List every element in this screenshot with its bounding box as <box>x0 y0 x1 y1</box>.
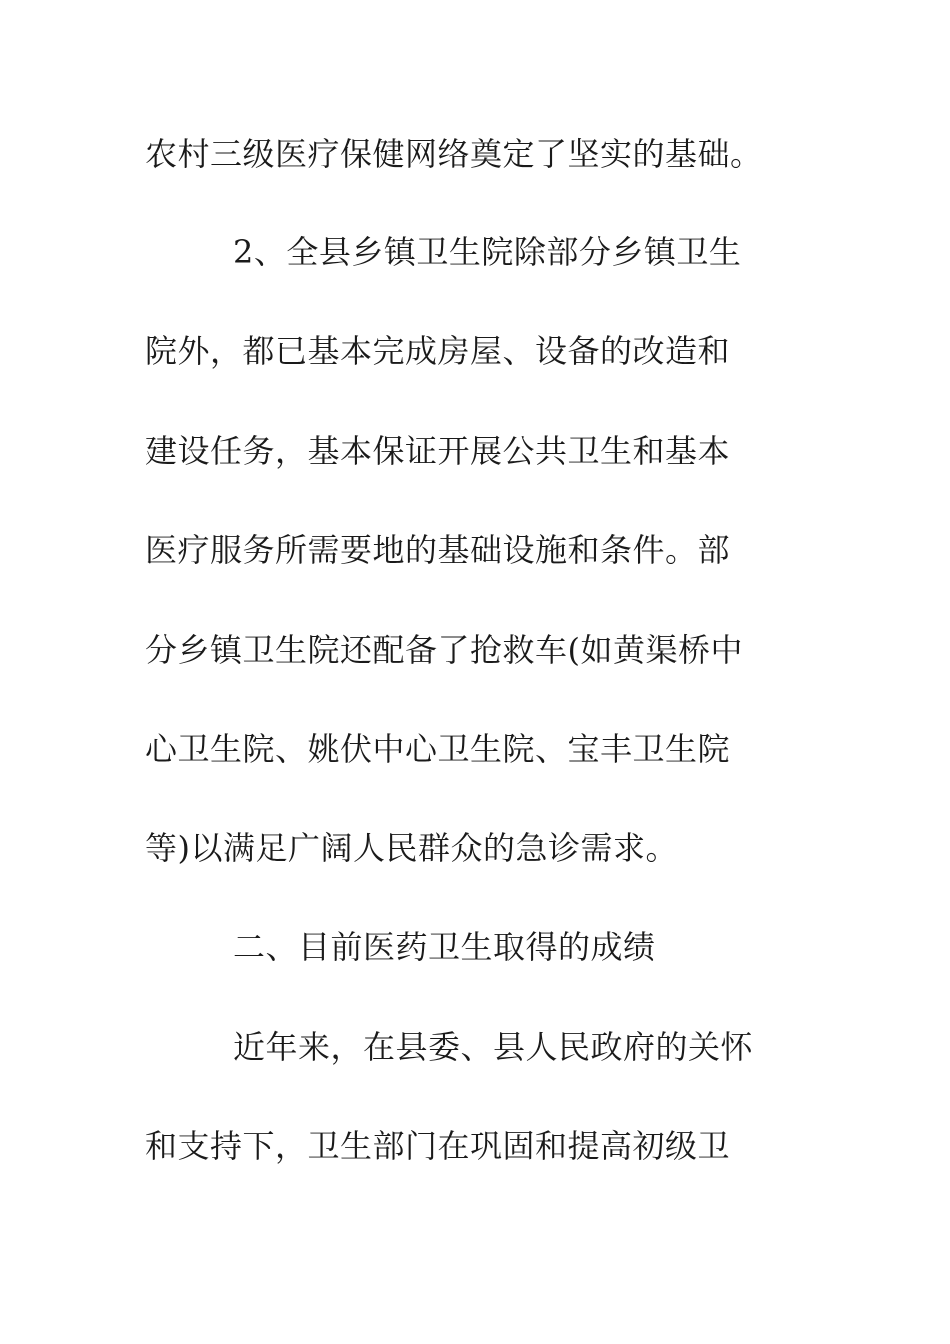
text-line-1: 农村三级医疗保健网络奠定了坚实的基础。 <box>145 135 763 173</box>
paragraph-3-start: 近年来，在县委、县人民政府的关怀 <box>233 1028 754 1066</box>
text-line-6: 分乡镇卫生院还配备了抢救车(如黄渠桥中 <box>145 631 743 669</box>
text-line-4: 建设任务，基本保证开展公共卫生和基本 <box>145 432 731 470</box>
section-heading: 二、目前医药卫生取得的成绩 <box>233 928 656 966</box>
paragraph-2-start: 2、全县乡镇卫生院除部分乡镇卫生 <box>233 233 742 271</box>
text-line-11: 和支持下，卫生部门在巩固和提高初级卫 <box>145 1127 731 1165</box>
text-line-8: 等)以满足广阔人民群众的急诊需求。 <box>145 829 678 867</box>
text-line-3: 院外，都已基本完成房屋、设备的改造和 <box>145 332 731 370</box>
text-line-5: 医疗服务所需要地的基础设施和条件。部 <box>145 531 731 569</box>
text-line-7: 心卫生院、姚伏中心卫生院、宝丰卫生院 <box>145 730 731 768</box>
